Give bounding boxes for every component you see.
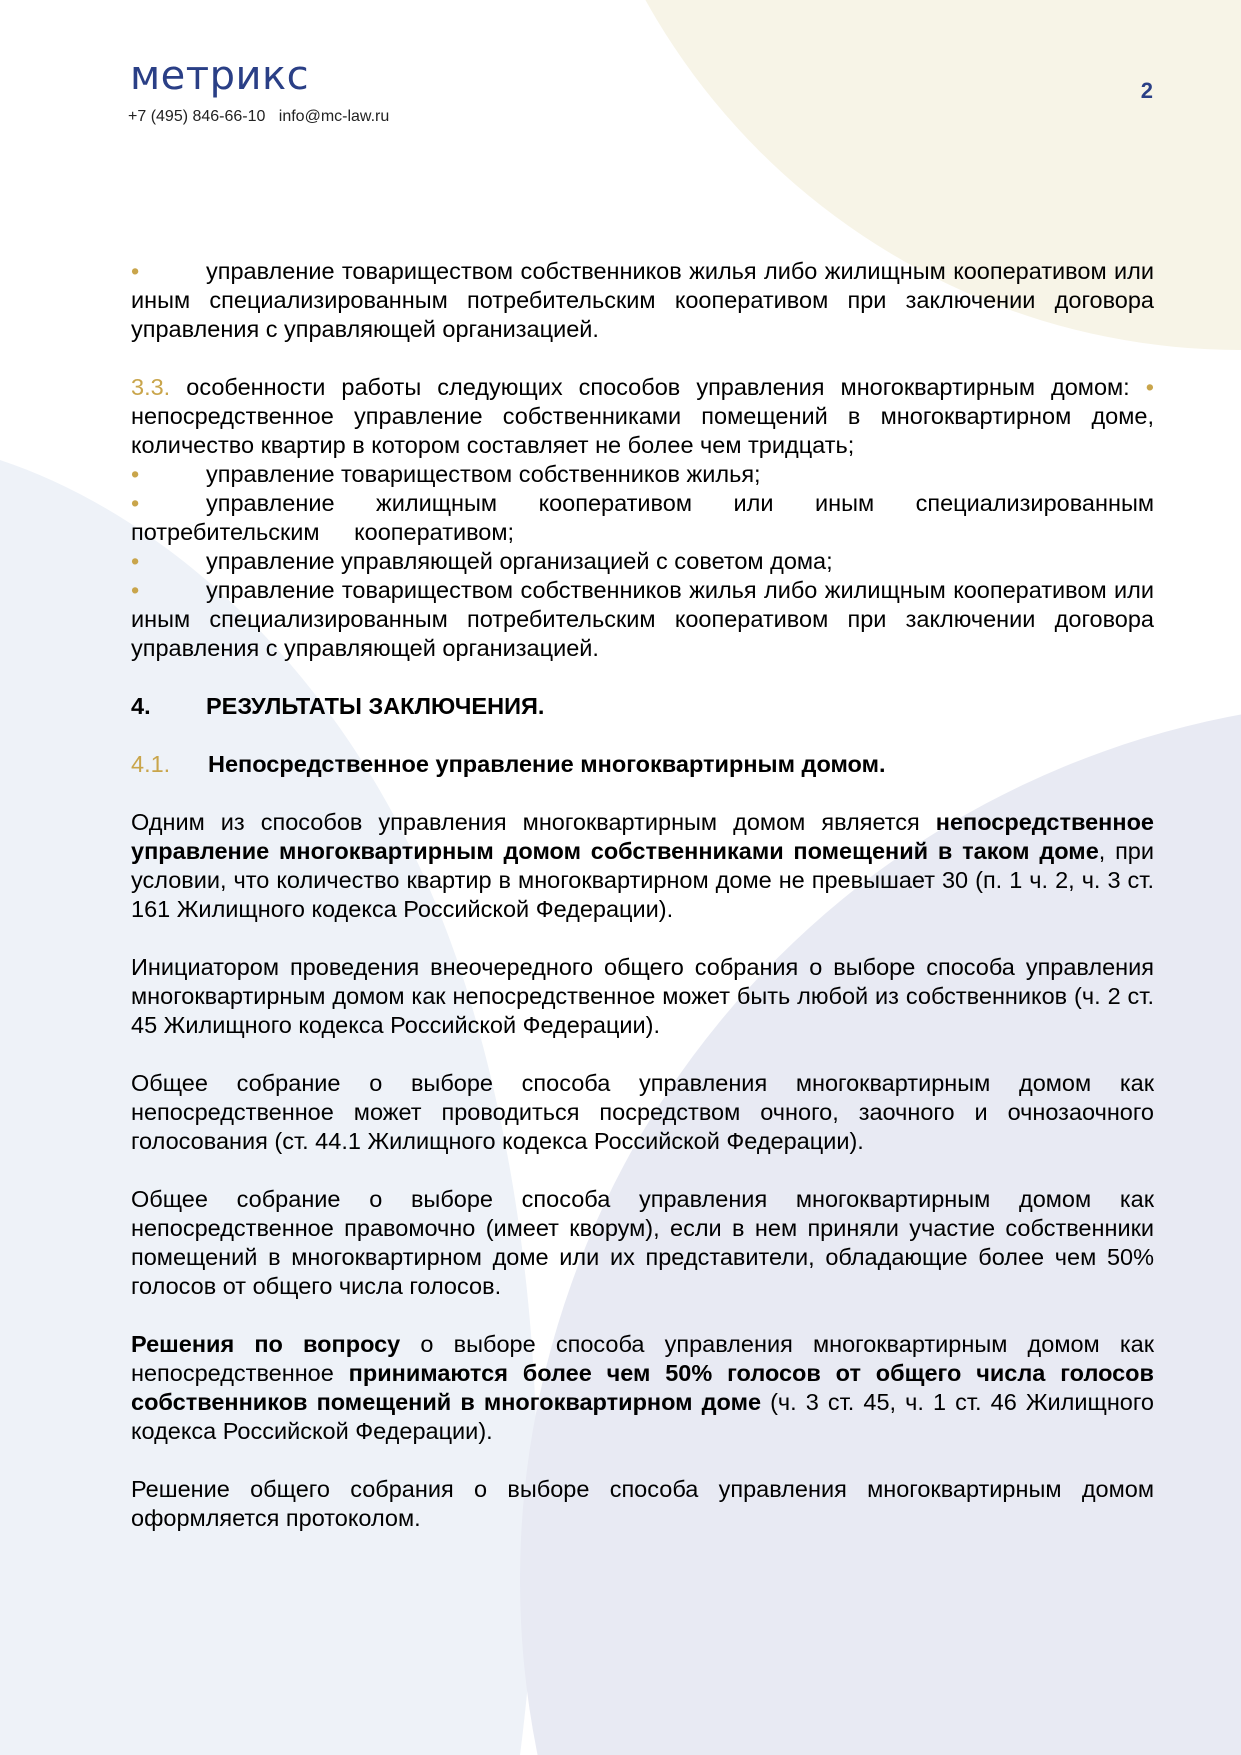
section-number: 4. [131,693,151,719]
header-contacts [128,108,389,126]
paragraph: Общее собрание о выборе способа управления многоквартирным домом как непосредственное может проводиться посредством очного, заочного и очнозаочного голосования (ст. 44.1 Жилищного кодекса Российской Федерации). [131,1070,1154,1154]
paragraph: Решение общего собрания о выборе способа управления многоквартирным домом оформляется протоколом. [131,1476,1154,1531]
paragraph: Одним из способов управления многоквартирным домом является непосредственное управление многоквартирным домом собственниками помещений в таком доме, при условии, что количество квартир в многоквартирном доме не превышает 30 (п. 1 ч. 2, ч. 3 ст. 161 Жилищного кодекса Российской Федерации). [131,809,1154,922]
section-3-3: 3.3. особенности работы следующих способов управления многоквартирным домом: • непосредственное управление собственниками помещений в многоквартирном доме, количество квартир в котором составляет не более чем тридцать; [131,374,1155,458]
paragraph: Инициатором проведения внеочередного общего собрания о выборе способа управления многоквартирным домом как непосредственное может быть любой из собственников (ч. 2 ст. 45 Жилищного кодекса Российской Федерации). [131,954,1154,1038]
bullet-icon: • [131,461,140,487]
section-heading [131,692,1154,721]
bullet-icon: • [131,577,140,603]
bullet-icon: • [1145,374,1155,400]
subsection-number: 4.1. [131,751,171,777]
bullet-icon: • [131,490,140,516]
list-item: • управление управляющей организацией с советом дома; [131,548,833,574]
document-body [131,257,1154,1533]
email-address: info@mc-law.ru [278,108,390,125]
phone-number: +7 (495) 846-66-10 [128,108,266,125]
bullet-icon: • [131,548,140,574]
list-item: • управление товариществом собственников жилья либо жилищным кооперативом или иным специализированным потребительским кооперативом при заключении договора управления с управляющей организацией. [131,258,1154,342]
section-number: 3.3. [131,374,171,400]
subsection-title: Непосредственное управление многоквартирным домом. [208,751,886,777]
list-item: • управление жилищным кооперативом или иным специализированным потребительским кооперативом; [131,490,1154,545]
list-item: • управление товариществом собственников жилья либо жилищным кооперативом или иным специализированным потребительским кооперативом при заключении договора управления с управляющей организацией. [131,577,1154,661]
subsection-heading [131,750,1154,779]
paragraph: Решения по вопросу о выборе способа управления многоквартирным домом как непосредственное принимаются более чем 50% голосов от общего числа голосов собственников помещений в многоквартирном доме (ч. 3 ст. 45, ч. 1 ст. 46 Жилищного кодекса Российской Федерации). [131,1331,1155,1444]
page-number: 2 [1140,78,1153,103]
company-logo: метрикс [130,53,310,99]
section-title: РЕЗУЛЬТАТЫ ЗАКЛЮЧЕНИЯ. [206,693,545,719]
paragraph: Общее собрание о выборе способа управления многоквартирным домом как непосредственное правомочно (имеет кворум), если в нем приняли участие собственники помещений в многоквартирном доме или их представители, обладающие более чем 50% голосов от общего числа голосов. [131,1186,1154,1299]
list-item: • управление товариществом собственников жилья; [131,461,761,487]
bullet-icon: • [131,258,140,284]
